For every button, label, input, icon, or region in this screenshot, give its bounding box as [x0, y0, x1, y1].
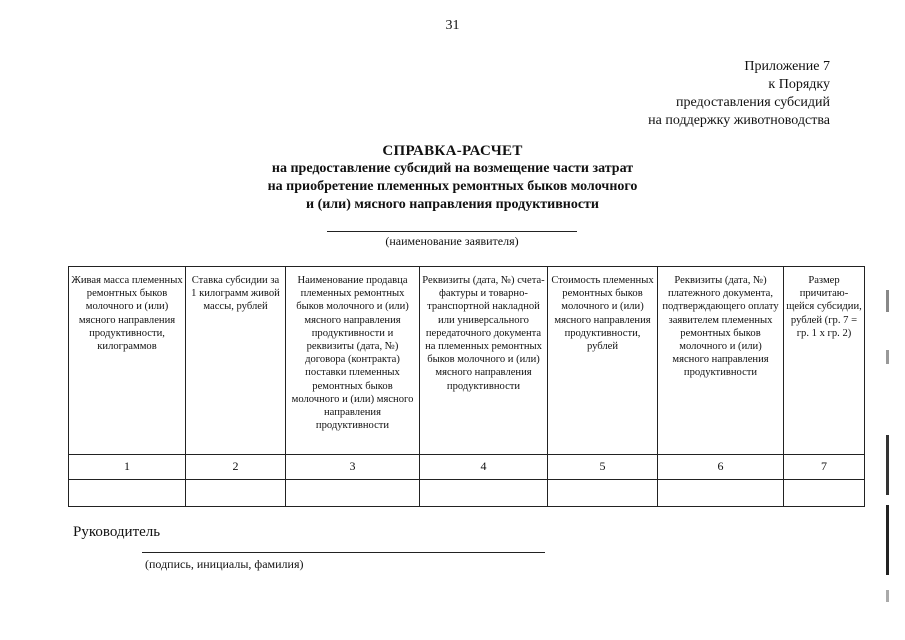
- table-row: [69, 480, 865, 507]
- column-number: 6: [658, 455, 784, 480]
- column-number: 3: [286, 455, 420, 480]
- scan-edge-marks: [886, 290, 889, 610]
- scan-mark: [886, 290, 889, 312]
- scan-mark: [886, 590, 889, 602]
- scan-mark: [886, 350, 889, 364]
- header-cell-payment-document: Реквизиты (дата, №) платежного документа, подтверждающего оплату заявителем племенных ремонтных быков молочного и (или) мясного направления продуктивности: [658, 267, 784, 455]
- appendix-note: [648, 58, 830, 130]
- signature-caption: (подпись, инициалы, фамилия): [145, 557, 304, 571]
- column-number: 5: [548, 455, 658, 480]
- appendix-line: к Порядку: [768, 77, 830, 92]
- title-main: СПРАВКА-РАСЧЕТ: [382, 143, 523, 159]
- table-cell: [548, 480, 658, 507]
- table-cell: [784, 480, 865, 507]
- table-cell: [658, 480, 784, 507]
- calculation-table: [68, 266, 865, 507]
- appendix-line: предоставления субсидий: [675, 95, 830, 110]
- table-cell: [420, 480, 548, 507]
- title-line: на приобретение племенных ремонтных быков молочного: [267, 179, 638, 194]
- header-cell-live-weight: Живая масса племенных ремонтных быков молочного и (или) мясного направления продуктивности, килограммов: [69, 267, 186, 455]
- page-number: 31: [445, 18, 460, 33]
- signature-label: Руководитель: [73, 524, 161, 540]
- column-number: 4: [420, 455, 548, 480]
- header-cell-seller-contract: Наименование продавца племенных ремонтных быков молочного и (или) мясного направления продуктивности и реквизиты (дата, №) договора (контракта) поставки племенных ремонтных быков молочного и (или) мясного направления продуктивности: [286, 267, 420, 455]
- column-number-row: [69, 455, 865, 480]
- appendix-line: Приложение 7: [744, 59, 830, 74]
- title-line: и (или) мясного направления продуктивности: [306, 197, 599, 212]
- table-cell: [186, 480, 286, 507]
- appendix-line: на поддержку животноводства: [648, 113, 830, 128]
- header-cell-cost: Стоимость племенных ремонтных быков молочного и (или) мясного направления продуктивности, рублей: [548, 267, 658, 455]
- table-cell: [286, 480, 420, 507]
- column-number: 7: [784, 455, 865, 480]
- header-cell-subsidy-rate: Ставка субсидии за 1 килограмм живой массы, рублей: [186, 267, 286, 455]
- title-line: на предоставление субсидий на возмещение части затрат: [271, 161, 634, 176]
- document-title: [0, 142, 905, 214]
- table-header-row: [69, 267, 865, 455]
- scan-mark: [886, 505, 889, 575]
- column-number: 1: [69, 455, 186, 480]
- header-cell-subsidy-amount: Размер причитаю-щейся субсидии, рублей (гр. 7 = гр. 1 x гр. 2): [784, 267, 865, 455]
- signature-line: [142, 552, 545, 553]
- table-cell: [69, 480, 186, 507]
- column-number: 2: [186, 455, 286, 480]
- applicant-name-field: (наименование заявителя): [327, 231, 577, 249]
- header-cell-invoice-details: Реквизиты (дата, №) счета-фактуры и товарно-транспортной накладной или универсального передаточного документа на племенных ремонтных быков молочного и (или) мясного направления продуктивности: [420, 267, 548, 455]
- scan-mark: [886, 435, 889, 495]
